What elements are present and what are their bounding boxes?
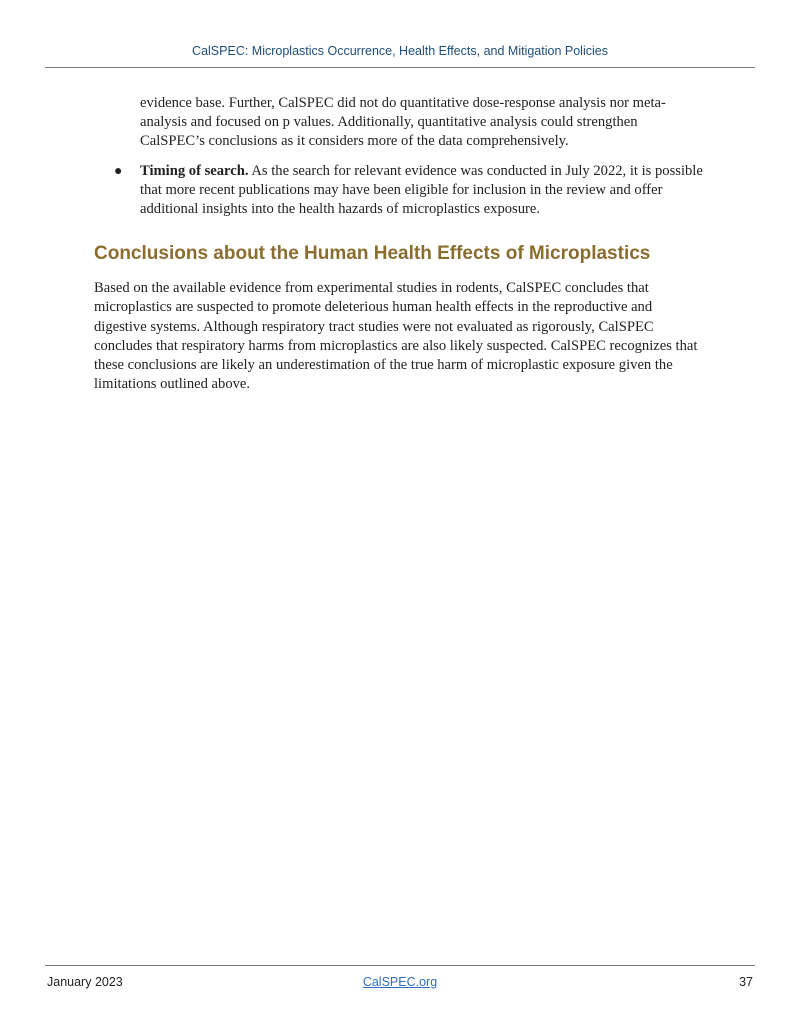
continued-paragraph: evidence base. Further, CalSPEC did not do quantitative dose-response analysis nor meta-analysis and focused on p values. Additionally, quantitative analysis could strengthen CalSPEC’s conclusions as it considers more of the data comprehensively. bbox=[140, 95, 666, 150]
footer-link-wrapper bbox=[45, 975, 755, 989]
footer-date: January 2023 bbox=[47, 975, 123, 989]
footer-divider bbox=[45, 965, 755, 966]
bullet-icon: ● bbox=[114, 163, 123, 179]
conclusions-paragraph: Based on the available evidence from experimental studies in rodents, CalSPEC concludes that microplastics are suspected to promote deleterious human health effects in the reproductive and digestive systems. Although respiratory tract studies were not evaluated as rigorously, CalSPEC concludes that respiratory harms from microplastics are also likely suspected. CalSPEC recognizes that these conclusions are likely an underestimation of the true harm of microplastic exposure given the limitations outlined above. bbox=[94, 280, 698, 393]
section-heading: Conclusions about the Human Health Effects of Microplastics bbox=[94, 243, 651, 265]
page-number: 37 bbox=[739, 975, 753, 989]
running-header bbox=[45, 44, 755, 58]
bullet-item-timing-of-search bbox=[94, 162, 706, 220]
header-title: CalSPEC: Microplastics Occurrence, Health Effects, and Mitigation Policies bbox=[192, 44, 608, 58]
bullet-body-text: As the search for relevant evidence was conducted in July 2022, it is possible that more recent publications may have been eligible for inclusion in the review and offer additional insights into the health hazards of microplastics exposure. bbox=[140, 162, 703, 218]
header-divider bbox=[45, 67, 755, 68]
calspec-link[interactable]: CalSPEC.org bbox=[362, 975, 438, 989]
page-content bbox=[94, 94, 706, 394]
bullet-lead-text: Timing of search. bbox=[140, 162, 249, 179]
